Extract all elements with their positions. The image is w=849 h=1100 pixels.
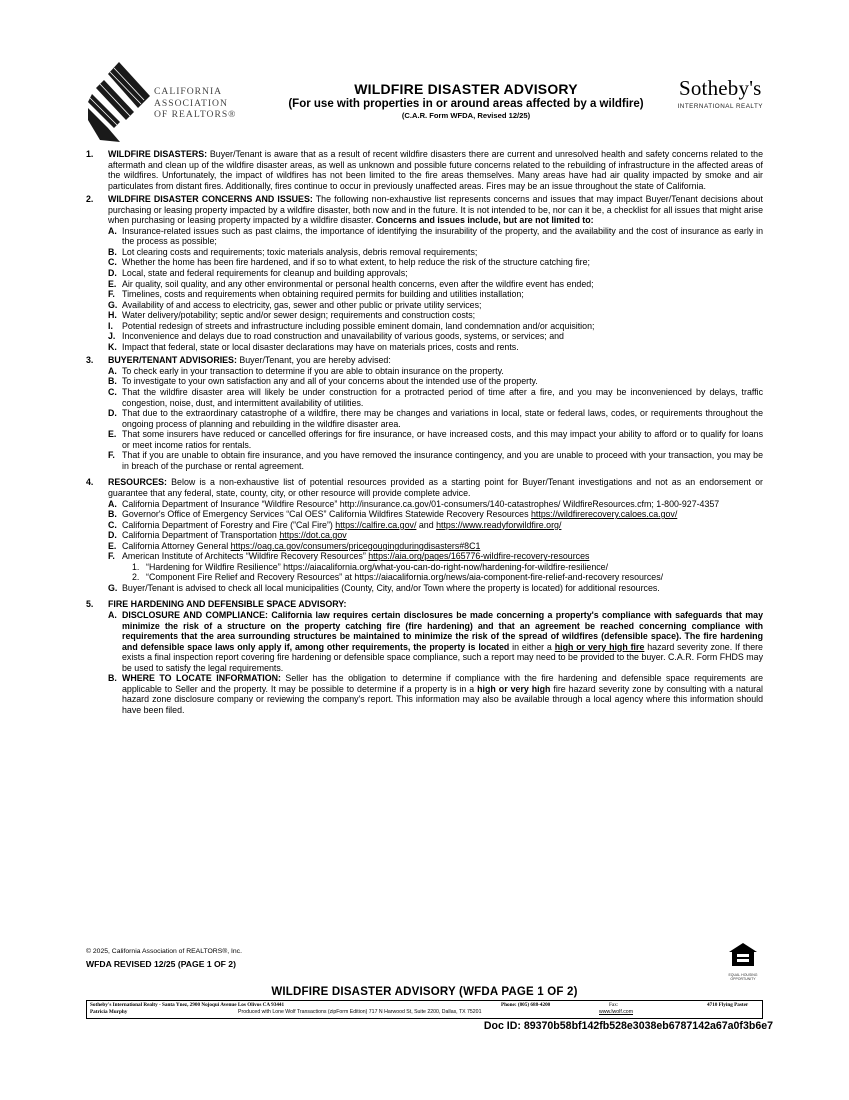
item-letter: G. [108, 299, 118, 310]
section-number: 4. [86, 477, 94, 488]
list-item [108, 366, 763, 377]
list-item [108, 376, 763, 387]
item-letter: A. [108, 609, 117, 620]
item-text: Timelines, costs and requirements when obtaining required permits for building and utilities installation; [122, 289, 524, 300]
document-body [86, 149, 763, 715]
item-text: American Institute of Architects “Wildfire Recovery Resources” [122, 551, 369, 562]
broker-name: Sotheby's International Realty - Santa Ynez, 2900 Nojoqui Avenue Los Olivos CA 93441 [90, 1002, 285, 1008]
item-text: Inconvenience and delays due to road construction and unavailability of various goods, systems, or services; and [122, 331, 564, 342]
item-letter: A. [108, 225, 117, 236]
item-letter: E. [108, 278, 117, 289]
item-letter: E. [108, 540, 117, 551]
doc-id: Doc ID: 89370b58bf142fb528e3038eb6787142a67a0f3b6e7 [483, 1020, 773, 1032]
item-text: Seller has the obligation to determine if compliance with the fire hardening and defensible space requirements are applicable to Seller and the property. It may be possible to determine if a property is in a [122, 673, 763, 694]
section-heading: RESOURCES: [108, 477, 167, 488]
list-item [108, 257, 763, 268]
list-item [108, 450, 763, 471]
item-text: Air quality, soil quality, and any other environmental or personal health concerns, even after the wildfire event has ended; [122, 278, 594, 289]
section-heading: WILDFIRE DISASTERS: [108, 149, 208, 159]
list-item [108, 499, 763, 510]
file-name: 4710 Flying Paster [707, 1002, 749, 1008]
item-text: Impact that federal, state or local disaster declarations may have on materials prices, costs and rents. [122, 341, 519, 352]
item-underlined-text: high or very high fire [554, 641, 645, 652]
section-text [108, 477, 763, 498]
section-bold-text: Concerns and issues include, but are not limited to: [373, 215, 594, 226]
list-item [108, 530, 763, 541]
section-number: 2. [86, 194, 94, 205]
section-3 [86, 355, 763, 471]
item-text: That the wildfire disaster area will likely be under construction for a protracted period of time after a fire, and you may be inconvenienced by delays, traffic congestion, noise, dust, and intermittent availability of utilities. [122, 387, 763, 408]
broker-fax: Fax: [609, 1002, 619, 1008]
section-number: 1. [86, 149, 94, 159]
section-heading: FIRE HARDENING AND DEFENSIBLE SPACE ADVISORY: [108, 599, 347, 610]
section-body: Buyer/Tenant is aware that as a result of recent wildfire disasters there are current and unresolved health and safety concerns related to the aftermath and clean up of the wildfire disaster areas, as well as unknown and possible future concerns related to the rebuilding of infrastructure in the affected areas of the wildfires. Unfortunately, the impact of wildfires has not been limited to the fire areas themselves. Many areas have had air quality impacted by smoke and air particulates from distant fires. Additionally, fires continue to occur in previously unaffected areas. Fires may be an issue throughout the state of California. [108, 149, 763, 191]
list-item [108, 541, 763, 552]
list-item [108, 321, 763, 332]
section-4 [86, 477, 763, 593]
item-letter: C. [108, 387, 117, 398]
item-text: Availability of and access to electricity, gas, sewer and other public or private utility services; [122, 299, 482, 310]
sub-item [132, 562, 763, 573]
resource-link[interactable]: https://oag.ca.gov/consumers/pricegougingduringdisasters#8C1 [230, 540, 481, 551]
item-letter: C. [108, 519, 117, 530]
item-text: Local, state and federal requirements for cleanup and building approvals; [122, 268, 408, 279]
item-letter: D. [108, 530, 117, 541]
item-text: California Attorney General [122, 540, 231, 551]
resource-link[interactable]: https://www.readyforwildfire.org/ [436, 519, 562, 530]
list-item [108, 583, 763, 594]
item-letter: E. [108, 429, 117, 440]
list-item [108, 300, 763, 311]
item-letter: B. [108, 673, 117, 684]
section-body: Buyer/Tenant, you are hereby advised: [236, 355, 391, 366]
sub-item-text: “Hardening for Wildfire Resilience” https://aiacalifornia.org/what-you-can-do-right-now/hardening-for-wildfire-resilience/ [146, 561, 609, 572]
document-page [86, 58, 763, 715]
section-2 [86, 194, 763, 352]
sothebys-logo [678, 76, 763, 110]
section-number: 3. [86, 355, 94, 366]
section-heading: WILDFIRE DISASTER CONCERNS AND ISSUES: [108, 194, 313, 205]
header [86, 58, 763, 146]
item-bold-text: DISCLOSURE AND COMPLIANCE: California law requires certain disclosures be made concerning a property's compliance with safeguards that may minimize the risk of a structure on the property catching fire (fire hardening) and that an agreement be reached concerning compliance with requirements that the area surrounding structures be maintained to minimize the risk of the spread of wildfires (defensible space). The fire hardening and defensible space laws only apply if, among other requirements, the property is located [122, 609, 763, 652]
section-number: 5. [86, 599, 94, 610]
car-name-line: ASSOCIATION [154, 97, 228, 109]
section-body: The following non-exhaustive list represents concerns and issues that may impact Buyer/Tenant decisions about purchasing or leasing property impacted by a wildfire disaster, both now and in the future. It is not intended to be, nor can it be, a checklist for all issues that might arise when purchasing or leasing property impacted by a wildfire disaster. [108, 194, 763, 226]
item-text: Insurance-related issues such as past claims, the importance of identifying the insurability of the property, and the availability and the cost of insurance as early in the process as possible; [122, 225, 763, 247]
equal-housing-caption: EQUAL HOUSING OPPORTUNITY [728, 973, 758, 981]
title-block [271, 81, 661, 120]
item-text: That if you are unable to obtain fire insurance, and you have removed the insurance contingency, and you are unable to proceed with your transaction, you may be in breach of the purchase or rental agreement. [122, 450, 763, 471]
item-text: California Department of Transportation [122, 530, 280, 541]
equal-housing-icon [728, 942, 758, 968]
car-name-line: OF REALTORS® [154, 109, 237, 120]
item-text: Whether the home has been fire hardened, and if so to what extent, to help reduce the risk of the structure catching fire; [122, 257, 591, 268]
item-text: Water delivery/potability; septic and/or sewer design; requirements and construction costs; [122, 310, 476, 321]
lwolf-link[interactable]: www.lwolf.com [599, 1009, 634, 1015]
list-item [108, 429, 763, 450]
list-item [108, 551, 763, 583]
form-id: (C.A.R. Form WFDA, Revised 12/25) [401, 111, 531, 120]
item-letter: B. [108, 246, 117, 257]
item-text: California Department of Insurance “Wildfire Resource” http://insurance.ca.gov/01-consumers/140-catastrophes/ WildfireResources.cfm; 1-800-927-4357 [122, 498, 720, 509]
resource-link[interactable]: https://dot.ca.gov [279, 530, 347, 541]
item-letter: H. [108, 310, 117, 321]
car-name-line: CALIFORNIA [154, 86, 223, 97]
car-name [154, 86, 236, 121]
item-text: That some insurers have reduced or cancelled offerings for fire insurance, or have increased costs, and this may impact your ability to afford or to qualify for loans or meet income ratios for rentals. [122, 429, 763, 450]
section-body: Below is a non-exhaustive list of potential resources provided as a starting point for Buyer/Tenant investigations and not as an endorsement or guarantee that any federal, state, county, city, or other resource will provide complete advice. [108, 477, 763, 498]
item-text: and [416, 519, 437, 530]
item-text: in either a [509, 641, 555, 652]
item-letter: B. [108, 376, 117, 387]
item-letter: J. [108, 331, 116, 342]
footer [86, 948, 773, 1032]
list-item [108, 520, 763, 531]
list-item [108, 310, 763, 321]
item-text: California Department of Forestry and Fire (”Cal Fire”) [122, 519, 336, 530]
brand-name: Sotheby's [678, 76, 762, 100]
resource-link[interactable]: https://wildfirerecovery.caloes.ca.gov/ [530, 509, 678, 520]
agent-name: Patricia Murphy [90, 1009, 128, 1015]
item-letter: K. [108, 341, 117, 352]
car-logo-icon [86, 60, 152, 144]
resource-link[interactable]: https://aia.org/pages/165776-wildfire-recovery-resources [368, 551, 590, 562]
item-letter: A. [108, 365, 117, 376]
item-letter: G. [108, 582, 118, 593]
broker-info-box [86, 1000, 763, 1019]
item-text: Buyer/Tenant is advised to check all local municipalities (County, City, and/or Town where the property is located) for additional resources. [122, 582, 660, 593]
item-bold-text: high or very high [477, 683, 551, 694]
list-item [108, 408, 763, 429]
revision-label: WFDA REVISED 12/25 (PAGE 1 OF 2) [86, 959, 236, 969]
list-item [108, 268, 763, 279]
list-item [108, 610, 763, 673]
section-text [108, 194, 763, 226]
item-text: To investigate to your own satisfaction any and all of your concerns about the intended use of the property. [122, 376, 538, 387]
brand-subtitle: INTERNATIONAL REALTY [677, 103, 763, 110]
broker-phone: Phone: (805) 688-4200 [501, 1002, 551, 1008]
list-item [108, 279, 763, 290]
sub-item-number: 1. [132, 561, 140, 572]
page-title: WILDFIRE DISASTER ADVISORY [354, 81, 578, 97]
section-text [108, 355, 763, 366]
item-text: Potential redesign of streets and infrastructure including possible eminent domain, land condemnation and/or acquisition; [122, 320, 595, 331]
list-item [108, 673, 763, 715]
item-letter: D. [108, 268, 117, 279]
copyright: © 2025, California Association of REALTORS®, Inc. [86, 948, 242, 955]
list-item [108, 331, 763, 342]
sub-item [132, 572, 763, 583]
footer-page-title: WILDFIRE DISASTER ADVISORY (WFDA PAGE 1 OF 2) [271, 986, 578, 998]
item-text: hazard severity zone. If there exists a final inspection report covering fire hardening or defensible space compliance, such a report may need to be provided to the buyer. C.A.R. Form FHDS may be used to satisfy the legal requirements. [122, 641, 763, 673]
section-text [108, 149, 763, 191]
item-letter: D. [108, 408, 117, 419]
list-item [108, 342, 763, 353]
item-letter: F. [108, 450, 115, 461]
item-letter: C. [108, 257, 117, 268]
section-5 [86, 599, 763, 715]
item-letter: I. [108, 320, 113, 331]
item-heading: WHERE TO LOCATE INFORMATION: [122, 673, 281, 684]
item-text: fire hazard severity zone by consulting with a natural hazard zone disclosure company or reviewing the company's report. This information may also be available through a local agency where this information should have been filed. [122, 683, 763, 715]
resource-link[interactable]: https://calfire.ca.gov/ [335, 519, 417, 530]
item-text: Governor's Office of Emergency Services “Cal OES” California Wildfires Statewide Recovery Resources [122, 509, 531, 520]
item-letter: F. [108, 551, 115, 562]
list-item [108, 247, 763, 258]
item-text: To check early in your transaction to determine if you are able to obtain insurance on the property. [122, 365, 504, 376]
item-letter: B. [108, 509, 117, 520]
section-text [108, 599, 763, 610]
item-text: Lot clearing costs and requirements; toxic materials analysis, debris removal requirements; [122, 246, 478, 257]
page-subtitle: (For use with properties in or around areas affected by a wildfire) [288, 98, 644, 110]
section-1 [86, 149, 763, 191]
section-heading: BUYER/TENANT ADVISORIES: [108, 355, 237, 366]
list-item [108, 226, 763, 247]
item-letter: F. [108, 289, 115, 300]
produced-with: Produced with Lone Wolf Transactions (zipForm Edition) 717 N Harwood St, Suite 2200, Dallas, TX 75201 [238, 1009, 482, 1015]
item-text: That due to the extraordinary catastrophe of a wildfire, there may be changes and variations in local, state or federal laws, codes, or requirements throughout the ongoing process of planning and rebuilding in the wildfire disaster area. [122, 408, 763, 429]
equal-housing-logo [723, 942, 763, 981]
sub-item-text: “Component Fire Relief and Recovery Resources” at https://aiacalifornia.org/news/aia-component-fire-relief-and-recovery resources/ [146, 572, 664, 583]
sub-item-number: 2. [132, 572, 140, 583]
item-letter: A. [108, 498, 117, 509]
list-item [108, 509, 763, 520]
list-item [108, 387, 763, 408]
list-item [108, 289, 763, 300]
